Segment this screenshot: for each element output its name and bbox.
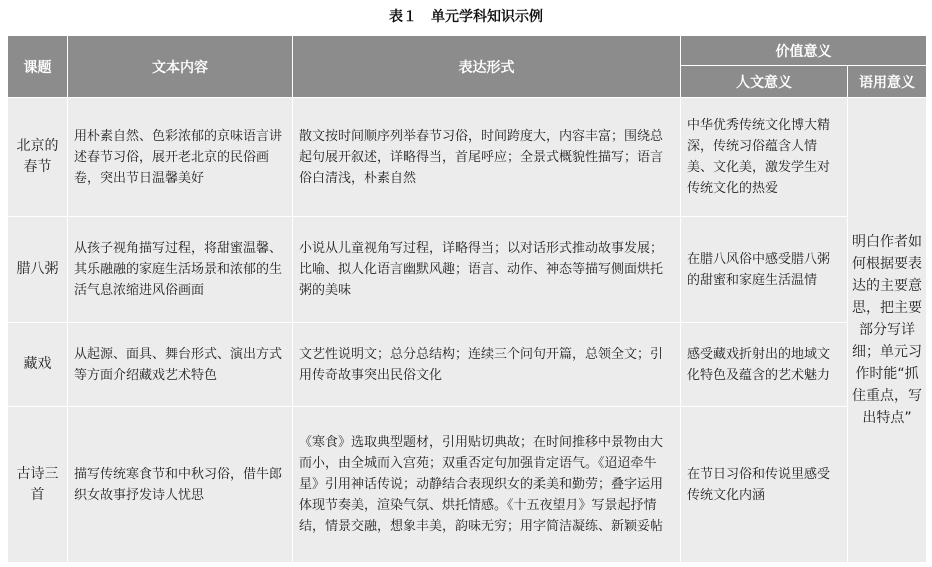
row-humanistic: 感受藏戏折射出的地域文化特色及蕴含的艺术魅力 xyxy=(681,323,848,407)
header-humanistic: 人文意义 xyxy=(681,66,848,98)
row-title: 藏戏 xyxy=(8,323,68,407)
row-humanistic: 中华优秀传统文化博大精深，传统习俗蕴含人情美、文化美，激发学生对传统文化的热爱 xyxy=(681,98,848,217)
row-humanistic: 在腊八风俗中感受腊八粥的甜蜜和家庭生活温情 xyxy=(681,217,848,323)
row-form: 散文按时间顺序列举春节习俗，时间跨度大，内容丰富；围绕总起句展开叙述，详略得当，首尾呼应；全景式概貌性描写；语言俗白清浅，朴素自然 xyxy=(293,98,681,217)
header-form: 表达形式 xyxy=(293,36,681,98)
row-humanistic: 在节日习俗和传说里感受传统文化内涵 xyxy=(681,407,848,563)
header-lesson: 课题 xyxy=(8,36,68,98)
row-title: 古诗三首 xyxy=(8,407,68,563)
row-form: 小说从儿童视角写过程，详略得当；以对话形式推动故事发展；比喻、拟人化语言幽默风趣；语言、动作、神态等描写侧面烘托粥的美味 xyxy=(293,217,681,323)
header-content: 文本内容 xyxy=(68,36,293,98)
table-caption: 表１ 单元学科知识示例 xyxy=(389,9,543,25)
header-pragmatic: 语用意义 xyxy=(848,66,927,98)
table-row xyxy=(8,323,927,407)
row-content: 从孩子视角描写过程，将甜蜜温馨、其乐融融的家庭生活场景和浓郁的生活气息浓缩进风俗画面 xyxy=(68,217,293,323)
table-row xyxy=(8,98,927,217)
knowledge-table xyxy=(7,35,927,563)
pragmatic-meaning: 明白作者如何根据要表达的主要意思，把主要部分写详细；单元习作时能“抓住重点，写出特点” xyxy=(848,98,927,563)
table-row xyxy=(8,407,927,563)
row-content: 从起源、面具、舞台形式、演出方式等方面介绍藏戏艺术特色 xyxy=(68,323,293,407)
row-form: 文艺性说明文；总分总结构；连续三个问句开篇，总领全文；引用传奇故事突出民俗文化 xyxy=(293,323,681,407)
row-title: 腊八粥 xyxy=(8,217,68,323)
row-content: 用朴素自然、色彩浓郁的京味语言讲述春节习俗，展开老北京的民俗画卷，突出节日温馨美好 xyxy=(68,98,293,217)
row-content: 描写传统寒食节和中秋习俗，借牛郎织女故事抒发诗人忧思 xyxy=(68,407,293,563)
table-row xyxy=(8,217,927,323)
header-value: 价值意义 xyxy=(681,36,927,66)
row-form: 《寒食》选取典型题材，引用贴切典故；在时间推移中景物由大而小，由全城而入宫苑；双重否定句加强肯定语气。《迢迢牵牛星》引用神话传说；动静结合表现织女的柔美和勤劳；叠字运用体现节奏美，渲染气氛、烘托情感。《十五夜望月》写景起抒情结，情景交融，想象丰美，韵味无穷；用字简洁凝练、新颖妥帖 xyxy=(293,407,681,563)
row-title: 北京的春节 xyxy=(8,98,68,217)
